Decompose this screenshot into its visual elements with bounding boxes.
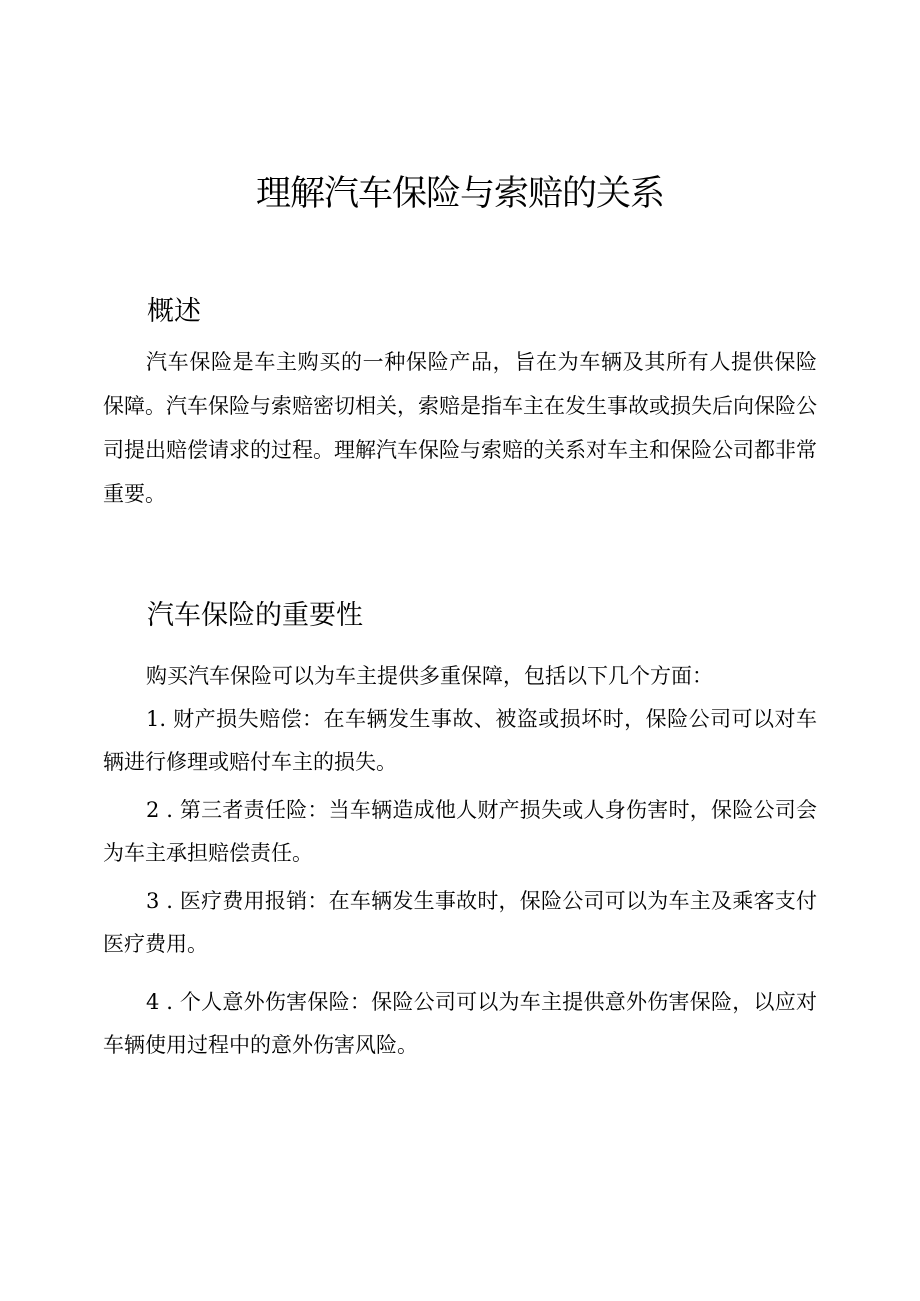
importance-intro: 购买汽车保险可以为车主提供多重保障，包括以下几个方面： [146, 664, 713, 688]
document-title: 理解汽车保险与索赔的关系 [255, 174, 664, 214]
section-heading-overview: 概述 [147, 296, 201, 327]
section-heading-importance: 汽车保险的重要性 [147, 600, 363, 631]
list-item-medical-expenses: 3 . 医疗费用报销：在车辆发生事故时，保险公司可以为车主及乘客支付医疗费用。 [103, 889, 817, 956]
list-item-personal-accident: 4 . 个人意外伤害保险：保险公司可以为车主提供意外伤害保险，以应对车辆使用过程中的意外伤害风险。 [103, 990, 817, 1057]
list-item-third-party-liability: 2 . 第三者责任险：当车辆造成他人财产损失或人身伤害时，保险公司会为车主承担赔偿责任。 [103, 798, 817, 865]
list-item-property-loss: 1. 财产损失赔偿：在车辆发生事故、被盗或损坏时，保险公司可以对车辆进行修理或赔付车主的损失。 [103, 707, 817, 774]
overview-paragraph: 汽车保险是车主购买的一种保险产品，旨在为车辆及其所有人提供保险保障。汽车保险与索赔密切相关，索赔是指车主在发生事故或损失后向保险公司提出赔偿请求的过程。理解汽车保险与索赔的关系对车主和保险公司都非常重要。 [103, 350, 817, 506]
